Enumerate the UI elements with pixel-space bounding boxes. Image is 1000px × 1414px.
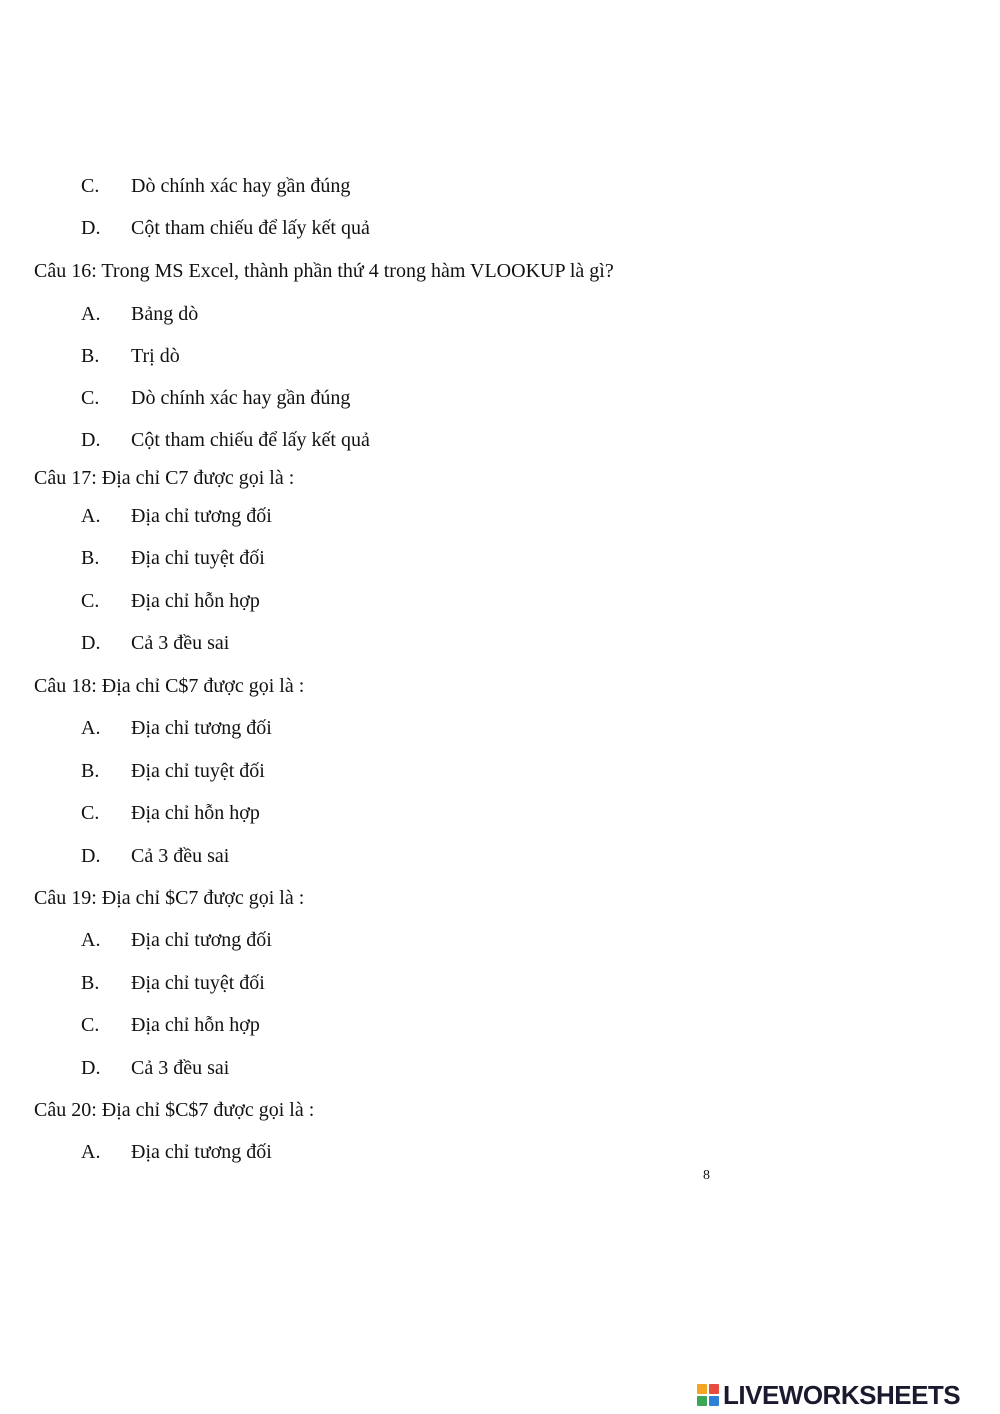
- option-letter: B.: [81, 972, 100, 994]
- liveworksheets-logo: [697, 1380, 960, 1410]
- option-letter: B.: [81, 760, 100, 782]
- question-text: Câu 18: Địa chỉ C$7 được gọi là :: [34, 675, 305, 697]
- option-text: Dò chính xác hay gần đúng: [131, 387, 351, 409]
- option-letter: D.: [81, 1057, 101, 1079]
- option-text: Cột tham chiếu để lấy kết quả: [131, 429, 370, 451]
- logo-block-3: [697, 1396, 707, 1406]
- option-letter: B.: [81, 547, 100, 569]
- option-letter: A.: [81, 303, 101, 325]
- logo-block-2: [709, 1384, 719, 1394]
- option-text: Dò chính xác hay gần đúng: [131, 175, 351, 197]
- option-text: Địa chỉ tuyệt đối: [131, 760, 265, 782]
- option-letter: C.: [81, 387, 100, 409]
- option-text: Địa chỉ tuyệt đối: [131, 972, 265, 994]
- logo-block-1: [697, 1384, 707, 1394]
- logo-blocks-icon: [697, 1384, 719, 1406]
- question-text: Câu 19: Địa chỉ $C7 được gọi là :: [34, 887, 305, 909]
- question-text: Câu 16: Trong MS Excel, thành phần thứ 4 trong hàm VLOOKUP là gì?: [34, 260, 614, 282]
- option-text: Cả 3 đều sai: [131, 845, 230, 867]
- option-text: Trị dò: [131, 345, 180, 367]
- option-letter: D.: [81, 632, 101, 654]
- option-text: Địa chỉ hỗn hợp: [131, 1014, 260, 1036]
- option-letter: D.: [81, 429, 101, 451]
- option-letter: D.: [81, 217, 101, 239]
- option-letter: B.: [81, 345, 100, 367]
- logo-block-4: [709, 1396, 719, 1406]
- option-text: Bảng dò: [131, 303, 199, 325]
- option-letter: A.: [81, 929, 101, 951]
- page-number: 8: [703, 1168, 710, 1183]
- option-letter: C.: [81, 590, 100, 612]
- option-letter: A.: [81, 505, 101, 527]
- option-text: Cả 3 đều sai: [131, 632, 230, 654]
- option-letter: C.: [81, 802, 100, 824]
- option-text: Địa chỉ tương đối: [131, 717, 272, 739]
- option-text: Địa chỉ tương đối: [131, 505, 272, 527]
- option-letter: C.: [81, 1014, 100, 1036]
- option-text: Địa chỉ tương đối: [131, 929, 272, 951]
- option-letter: D.: [81, 845, 101, 867]
- question-text: Câu 20: Địa chỉ $C$7 được gọi là :: [34, 1099, 315, 1121]
- question-text: Câu 17: Địa chỉ C7 được gọi là :: [34, 467, 295, 489]
- option-text: Địa chỉ tuyệt đối: [131, 547, 265, 569]
- option-text: Địa chỉ hỗn hợp: [131, 802, 260, 824]
- option-letter: A.: [81, 1141, 101, 1163]
- option-text: Cột tham chiếu để lấy kết quả: [131, 217, 370, 239]
- option-text: Địa chỉ hỗn hợp: [131, 590, 260, 612]
- logo-text: LIVEWORKSHEETS: [723, 1379, 961, 1410]
- option-text: Cả 3 đều sai: [131, 1057, 230, 1079]
- option-letter: C.: [81, 175, 100, 197]
- option-letter: A.: [81, 717, 101, 739]
- option-text: Địa chỉ tương đối: [131, 1141, 272, 1163]
